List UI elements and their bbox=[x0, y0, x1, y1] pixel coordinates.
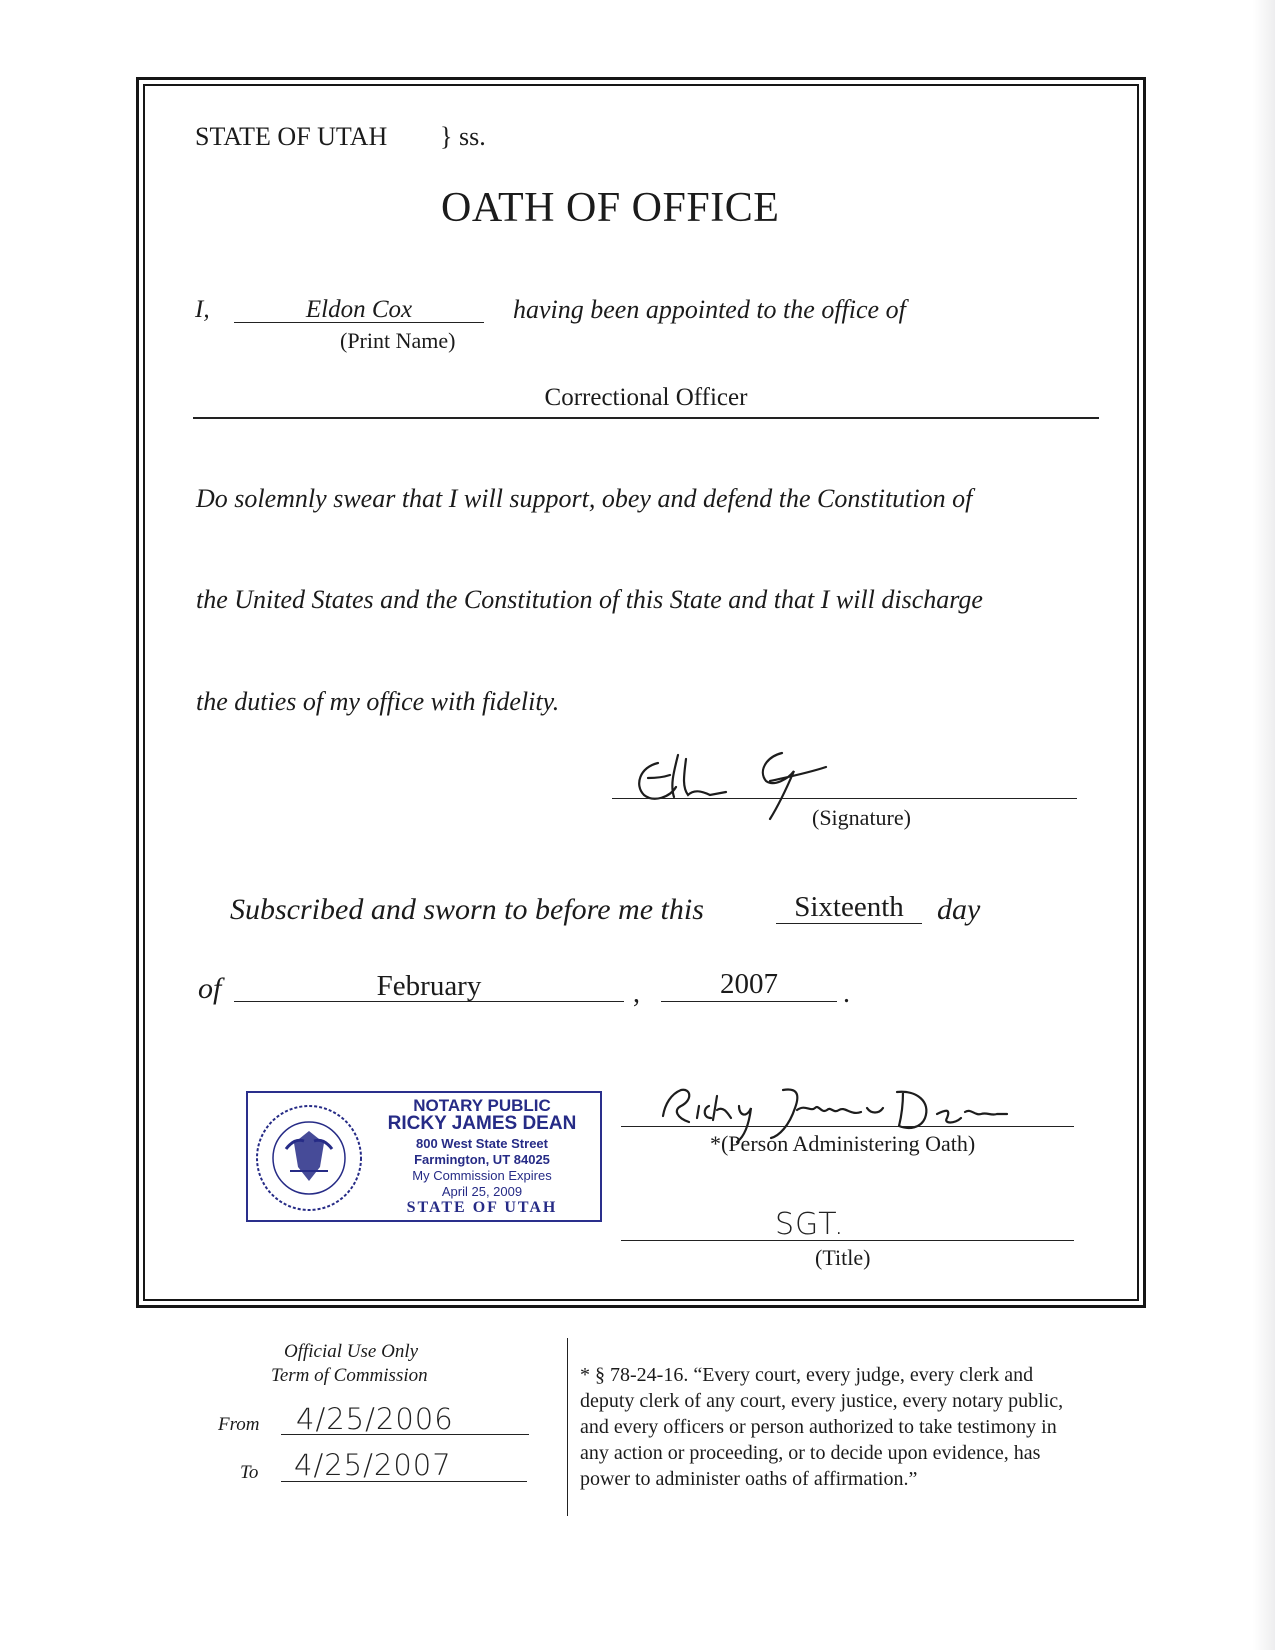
i-prefix: I, bbox=[195, 296, 210, 323]
print-name-caption: (Print Name) bbox=[340, 328, 456, 353]
to-date-value: 4/25/2007 bbox=[294, 1448, 452, 1482]
print-name-line bbox=[234, 322, 484, 323]
sworn-month-line bbox=[234, 1001, 624, 1002]
from-label: From bbox=[218, 1414, 260, 1435]
term-of-commission-heading: Term of Commission bbox=[271, 1365, 428, 1386]
to-label: To bbox=[240, 1462, 259, 1483]
oath-line-3: the duties of my office with fidelity. bbox=[196, 687, 560, 716]
sworn-comma: , bbox=[633, 978, 640, 1009]
stamp-title: NOTARY PUBLIC bbox=[413, 1096, 551, 1115]
oath-line-2: the United States and the Constitution of this State and that I will discharge bbox=[196, 585, 983, 614]
signature-line bbox=[612, 798, 1077, 799]
stamp-address: 800 West State Street bbox=[416, 1136, 548, 1151]
office-line bbox=[193, 417, 1099, 419]
sworn-period: . bbox=[843, 978, 850, 1009]
sworn-month-value: February bbox=[376, 970, 482, 1002]
statute-line-5: power to administer oaths of affirmation.” bbox=[580, 1468, 918, 1490]
state-label: STATE OF UTAH bbox=[195, 122, 388, 151]
sworn-of-word: of bbox=[198, 972, 222, 1005]
sworn-prefix: Subscribed and sworn to before me this bbox=[230, 893, 704, 926]
stamp-notary-name: RICKY JAMES DEAN bbox=[387, 1113, 577, 1134]
sworn-day-line bbox=[776, 923, 922, 924]
statute-line-2: deputy clerk of any court, every justice, every notary public, bbox=[580, 1390, 1064, 1412]
administrator-signature-line bbox=[621, 1126, 1074, 1127]
ss-label: } ss. bbox=[440, 122, 486, 151]
stamp-expires: April 25, 2009 bbox=[441, 1184, 523, 1199]
official-use-heading: Official Use Only bbox=[284, 1341, 419, 1362]
sworn-year-line bbox=[661, 1001, 837, 1002]
print-name-value: Eldon Cox bbox=[305, 296, 413, 323]
to-date-line bbox=[281, 1481, 527, 1482]
administrator-title-line bbox=[621, 1240, 1074, 1241]
sworn-day-value: Sixteenth bbox=[794, 891, 904, 923]
statute-line-3: and every officers or person authorized to take testimony in bbox=[580, 1416, 1057, 1438]
stamp-state: STATE OF UTAH bbox=[406, 1199, 558, 1216]
stamp-city: Farmington, UT 84025 bbox=[414, 1152, 550, 1167]
stamp-commission: My Commission Expires bbox=[412, 1168, 552, 1183]
appointed-text: having been appointed to the office of bbox=[513, 295, 906, 324]
footer-divider bbox=[567, 1338, 568, 1516]
administrator-title-value: SGT. bbox=[775, 1207, 845, 1242]
notary-seal-graphic bbox=[254, 1101, 364, 1215]
from-date-line bbox=[281, 1434, 529, 1435]
title-caption: (Title) bbox=[815, 1245, 871, 1270]
signature-caption: (Signature) bbox=[812, 805, 911, 830]
sworn-day-word: day bbox=[937, 893, 981, 926]
notary-stamp bbox=[246, 1091, 602, 1222]
from-date-value: 4/25/2006 bbox=[296, 1402, 454, 1436]
sworn-year-value: 2007 bbox=[720, 968, 778, 1000]
statute-line-4: any action or proceeding, or to decide upon evidence, has bbox=[580, 1442, 1041, 1464]
office-value: Correctional Officer bbox=[544, 384, 748, 411]
document-title: OATH OF OFFICE bbox=[441, 185, 780, 231]
page-edge-shadow bbox=[1253, 0, 1275, 1650]
oath-line-1: Do solemnly swear that I will support, obey and defend the Constitution of bbox=[196, 484, 973, 513]
statute-line-1: * § 78-24-16. “Every court, every judge, every clerk and bbox=[580, 1364, 1034, 1386]
administrator-caption: *(Person Administering Oath) bbox=[710, 1131, 976, 1156]
